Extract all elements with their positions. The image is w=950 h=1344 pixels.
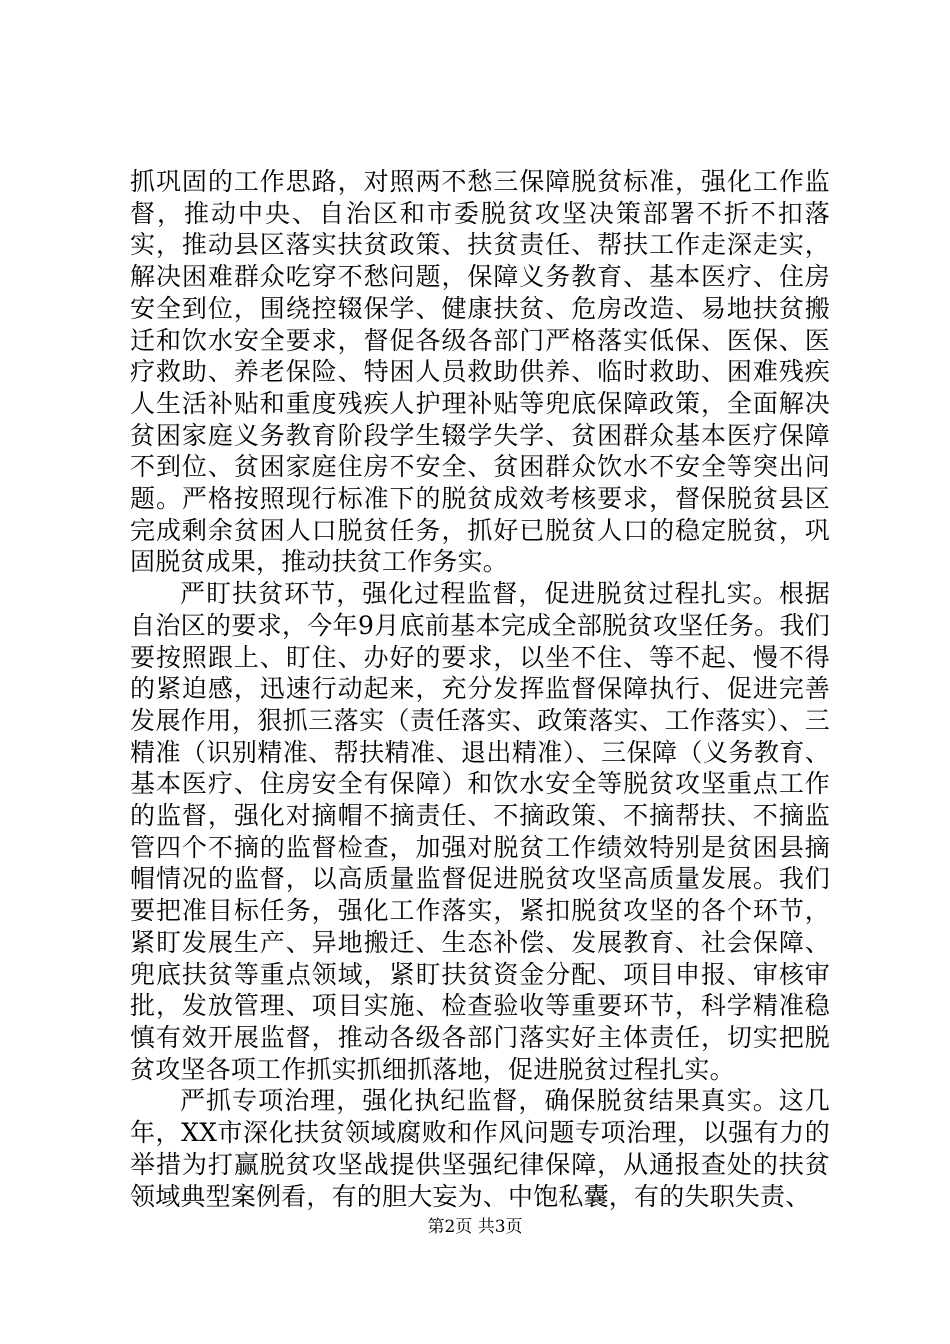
paragraph-process-supervision: 严盯扶贫环节，强化过程监督，促进脱贫过程扎实。根据自治区的要求，今年9月底前基本完成全部脱贫攻坚任务。我们要按照跟上、盯住、办好的要求，以坐不住、等不起、慢不得的紧迫感，迅速行动起来，充分发挥监督保障执行、促进完善发展作用，狠抓三落实（责任落实、政策落实、工作落实）、三精准（识别精准、帮扶精准、退出精准）、三保障（义务教育、基本医疗、住房安全有保障）和饮水安全等脱贫攻坚重点工作的监督，强化对摘帽不摘责任、不摘政策、不摘帮扶、不摘监管四个不摘的监督检查，加强对脱贫工作绩效特别是贫困县摘帽情况的监督，以高质量监督促进脱贫攻坚高质量发展。我们要把准目标任务，强化工作落实，紧扣脱贫攻坚的各个环节，紧盯发展生产、异地搬迁、生态补偿、发展教育、社会保障、兜底扶贫等重点领域，紧盯扶贫资金分配、项目申报、审核审批，发放管理、项目实施、检查验收等重要环节，科学精准稳慎有效开展监督，推动各级各部门落实好主体责任，切实把脱贫攻坚各项工作抓实抓细抓落地，促进脱贫过程扎实。 xyxy=(130,579,830,1084)
page-number-footer: 第2页 共3页 xyxy=(427,1217,523,1237)
paragraph-continuation: 抓巩固的工作思路，对照两不愁三保障脱贫标准，强化工作监督，推动中央、自治区和市委脱贫攻坚决策部署不折不扣落实，推动县区落实扶贫政策、扶贫责任、帮扶工作走深走实，解决困难群众吃穿不愁问题，保障义务教育、基本医疗、住房安全到位，围绕控辍保学、健康扶贫、危房改造、易地扶贫搬迁和饮水安全要求，督促各级各部门严格落实低保、医保、医疗救助、养老保险、特困人员救助供养、临时救助、困难残疾人生活补贴和重度残疾人护理补贴等兜底保障政策，全面解决贫困家庭义务教育阶段学生辍学失学、贫困群众基本医疗保障不到位、贫困家庭住房不安全、贫困群众饮水不安全等突出问题。严格按照现行标准下的脱贫成效考核要求，督保脱贫县区完成剩余贫困人口脱贫任务，抓好已脱贫人口的稳定脱贫，巩固脱贫成果，推动扶贫工作务实。 xyxy=(130,167,830,577)
document-body xyxy=(130,166,830,1212)
paragraph-special-governance: 严抓专项治理，强化执纪监督，确保脱贫结果真实。这几年，XX市深化扶贫领域腐败和作风问题专项治理，以强有力的举措为打赢脱贫攻坚战提供坚强纪律保障，从通报查处的扶贫领域典型案例看，有的胆大妄为、中饱私囊，有的失职失责、 xyxy=(130,1086,830,1211)
